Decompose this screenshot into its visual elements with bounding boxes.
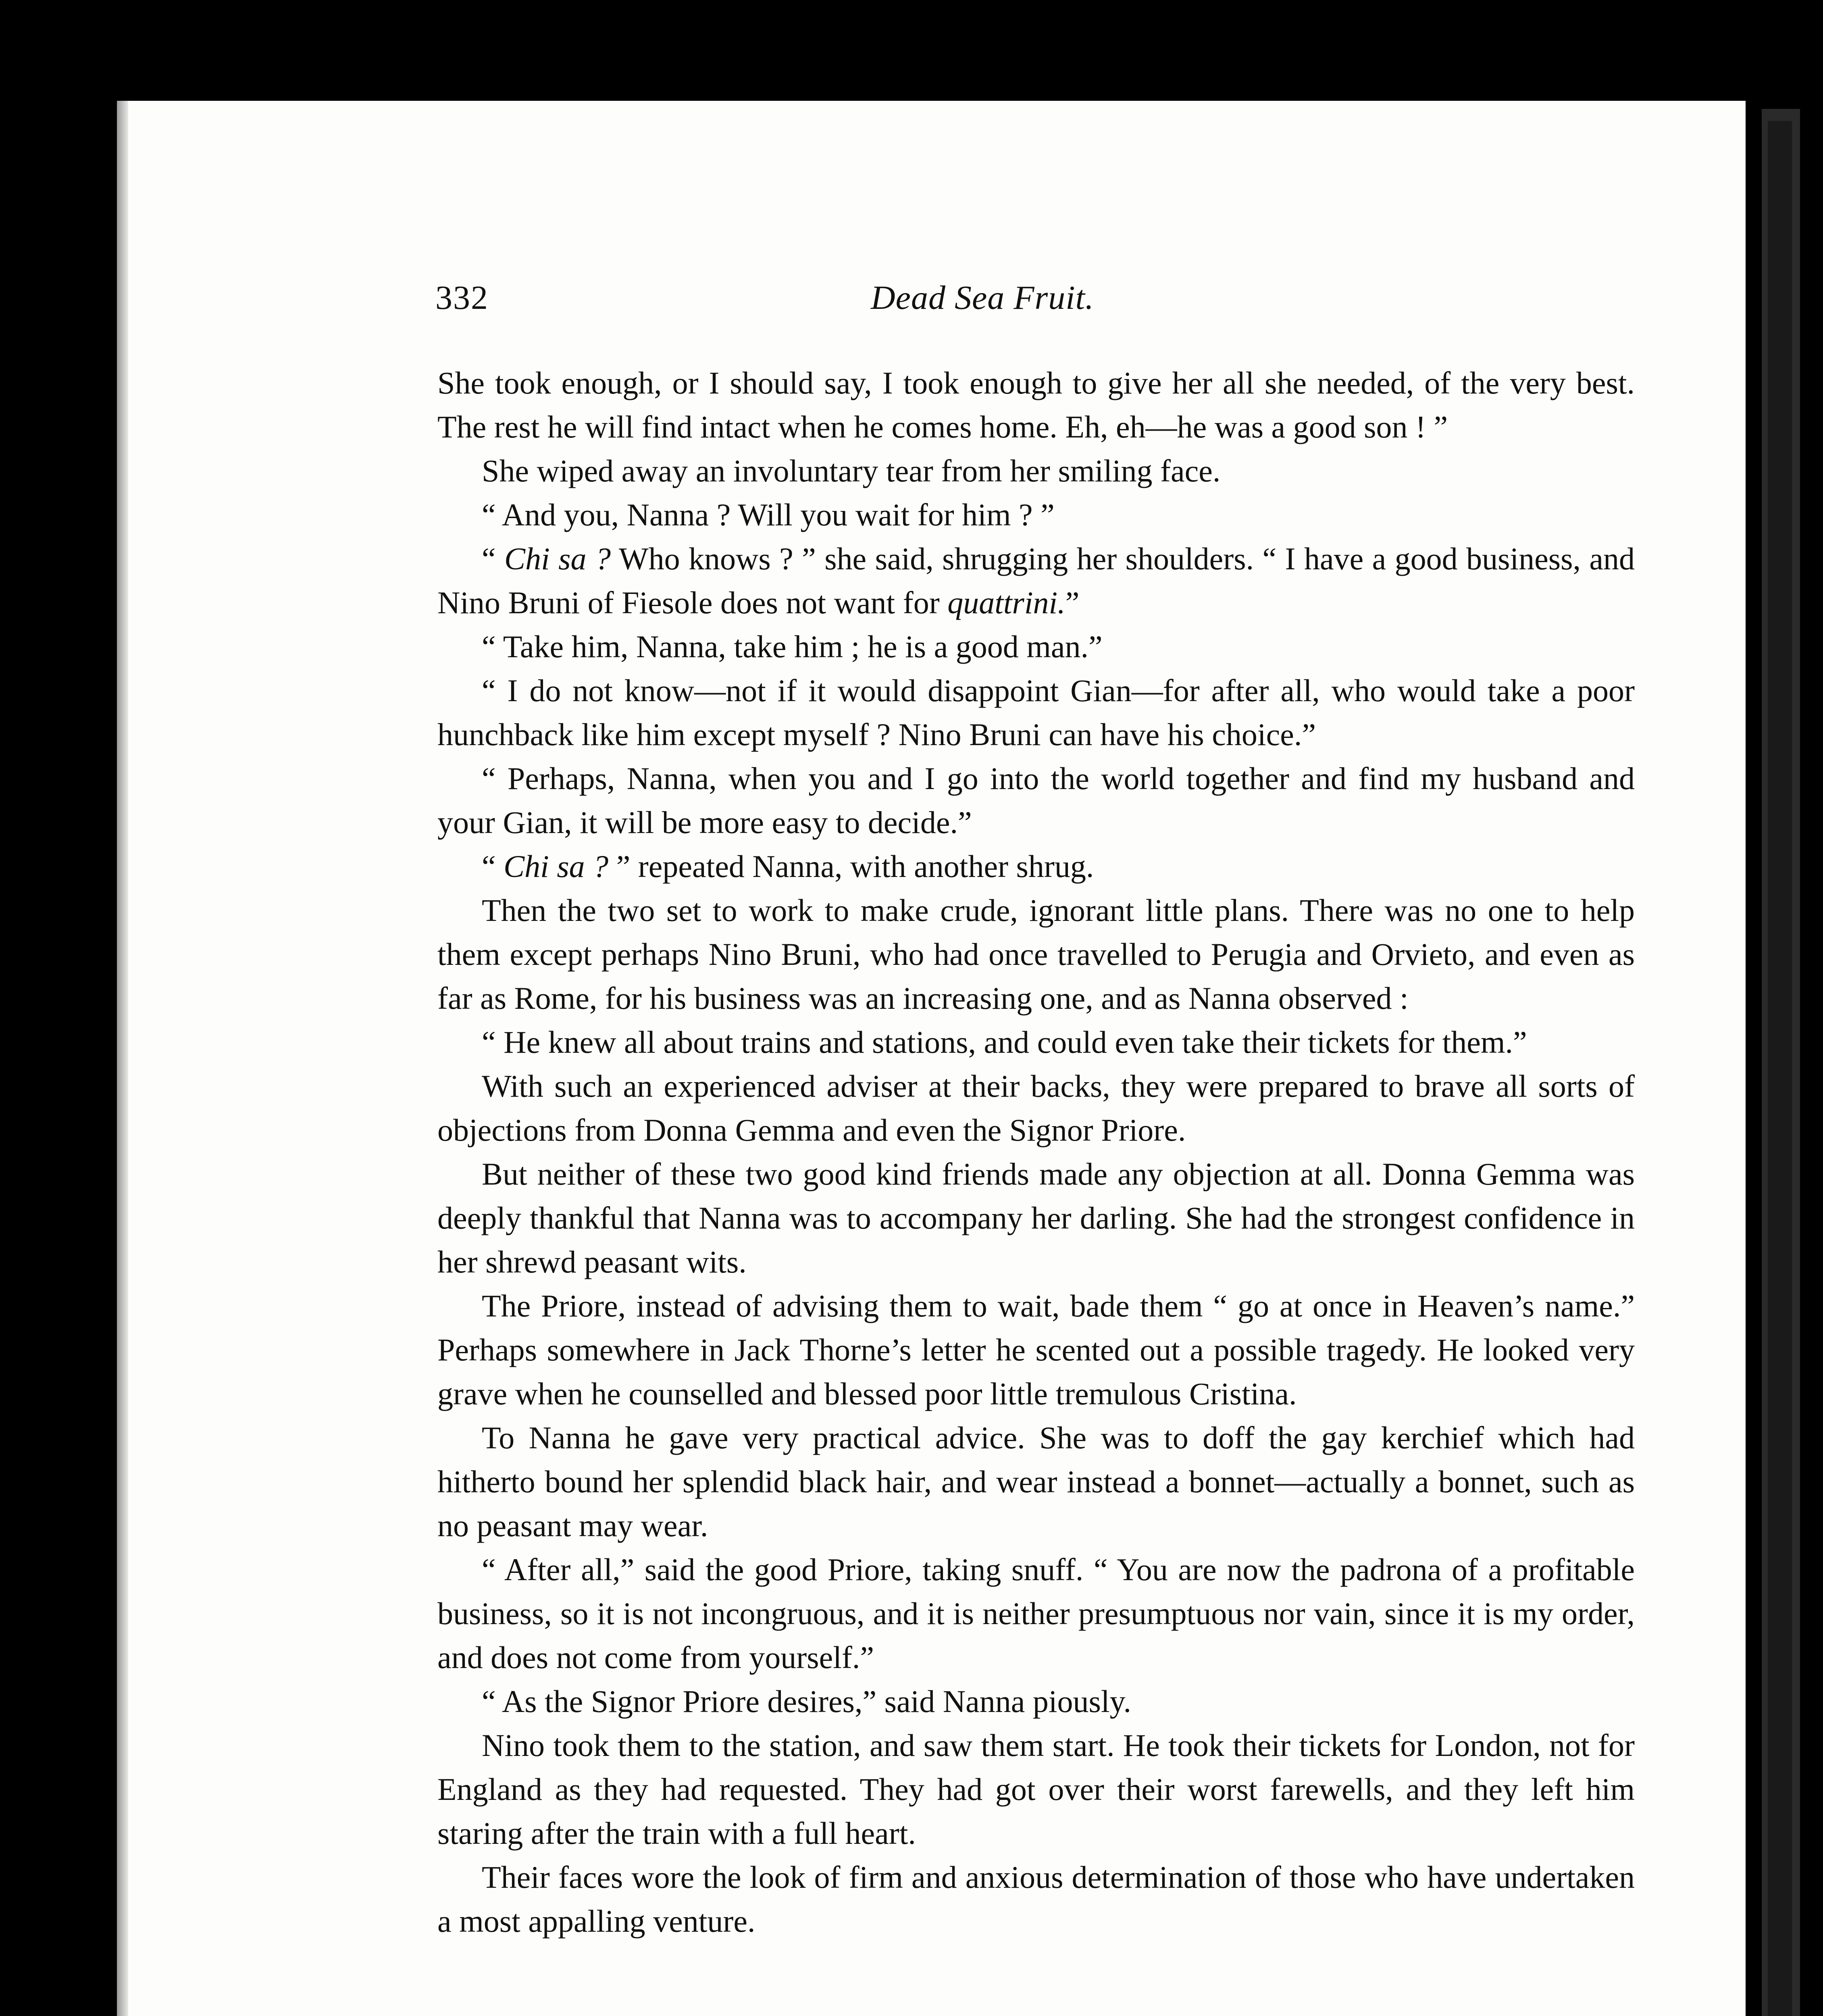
paragraph: “ Perhaps, Nanna, when you and I go into the world together and find my husband and your Gian, it will be more easy to decide.” bbox=[437, 761, 1635, 840]
paragraph: She took enough, or I should say, I took enough to give her all she needed, of the very best. The rest he will find intact when he comes home. Eh, eh—he was a good son ! ” bbox=[437, 365, 1635, 444]
paragraph: “ I do not know—not if it would disappoint Gian—for after all, who would take a poor hunchback like him except myself ? Nino Bruni can have his choice.” bbox=[437, 673, 1635, 752]
paragraph: “ And you, Nanna ? Will you wait for him ? ” bbox=[482, 497, 1055, 532]
text-run: ” bbox=[1065, 585, 1080, 620]
text-run: ” repeated Nanna, with another shrug. bbox=[608, 849, 1094, 884]
italic-text: Chi sa ? bbox=[504, 541, 611, 576]
paragraph: Then the two set to work to make crude, ignorant little plans. There was no one to help them except perhaps Nino Bruni, who had once travelled to Perugia and Orvieto, and even as far as Rome, for his business was an increasing one, and as Nanna observed : bbox=[437, 893, 1635, 1016]
paragraph: Nino took them to the station, and saw them start. He took their tickets for London, not for England as they had requested. They had got over their worst farewells, and they left him staring after the train with a full heart. bbox=[437, 1728, 1635, 1851]
paragraph: “ As the Signor Priore desires,” said Nanna piously. bbox=[482, 1684, 1131, 1719]
facing-page-edge-inner bbox=[1768, 121, 1792, 2016]
text-run: “ bbox=[482, 541, 505, 576]
running-head bbox=[435, 278, 1661, 335]
italic-text: Chi sa ? bbox=[504, 849, 609, 884]
page-number: 332 bbox=[435, 279, 489, 317]
body-text bbox=[437, 361, 1635, 1943]
paragraph: She wiped away an involuntary tear from her smiling face. bbox=[482, 453, 1221, 488]
paragraph: To Nanna he gave very practical advice. She was to doff the gay kerchief which had hitherto bound her splendid black hair, and wear instead a bonnet—actually a bonnet, such as no peasant may wear. bbox=[437, 1420, 1635, 1543]
paragraph: The Priore, instead of advising them to wait, bade them “ go at once in Heaven’s name.” Perhaps somewhere in Jack Thorne’s letter he scented out a possible tragedy. He looked very grave when he counselled and blessed poor little tremulous Cristina. bbox=[437, 1288, 1635, 1411]
text-run: “ bbox=[482, 849, 504, 884]
paragraph bbox=[437, 844, 1635, 888]
paragraph: Their faces wore the look of firm and anxious determination of those who have undertaken a most appalling venture. bbox=[437, 1860, 1635, 1939]
paragraph: With such an experienced adviser at their backs, they were prepared to brave all sorts of objections from Donna Gemma and even the Signor Priore. bbox=[437, 1068, 1635, 1148]
paragraph: But neither of these two good kind friends made any objection at all. Donna Gemma was deeply thankful that Nanna was to accompany her darling. She had the strongest confidence in her shrewd peasant wits. bbox=[437, 1156, 1635, 1279]
paragraph: “ After all,” said the good Priore, taking snuff. “ You are now the padrona of a profitable business, so it is not incongruous, and it is neither presumptuous nor vain, since it is my order, and does not come from yourself.” bbox=[437, 1552, 1635, 1675]
running-title: Dead Sea Fruit. bbox=[871, 279, 1094, 317]
paragraph bbox=[437, 537, 1635, 625]
page-gutter-shadow bbox=[117, 101, 128, 2016]
paragraph: “ He knew all about trains and stations, and could even take their tickets for them.” bbox=[482, 1025, 1527, 1060]
italic-text: quattrini. bbox=[947, 585, 1065, 620]
text-run: Who knows ? ” she said, shrugging her shoulders. “ I have a good business, and Nino Bruni of Fiesole does not want for bbox=[437, 541, 1635, 620]
paragraph: “ Take him, Nanna, take him ; he is a good man.” bbox=[482, 629, 1103, 664]
